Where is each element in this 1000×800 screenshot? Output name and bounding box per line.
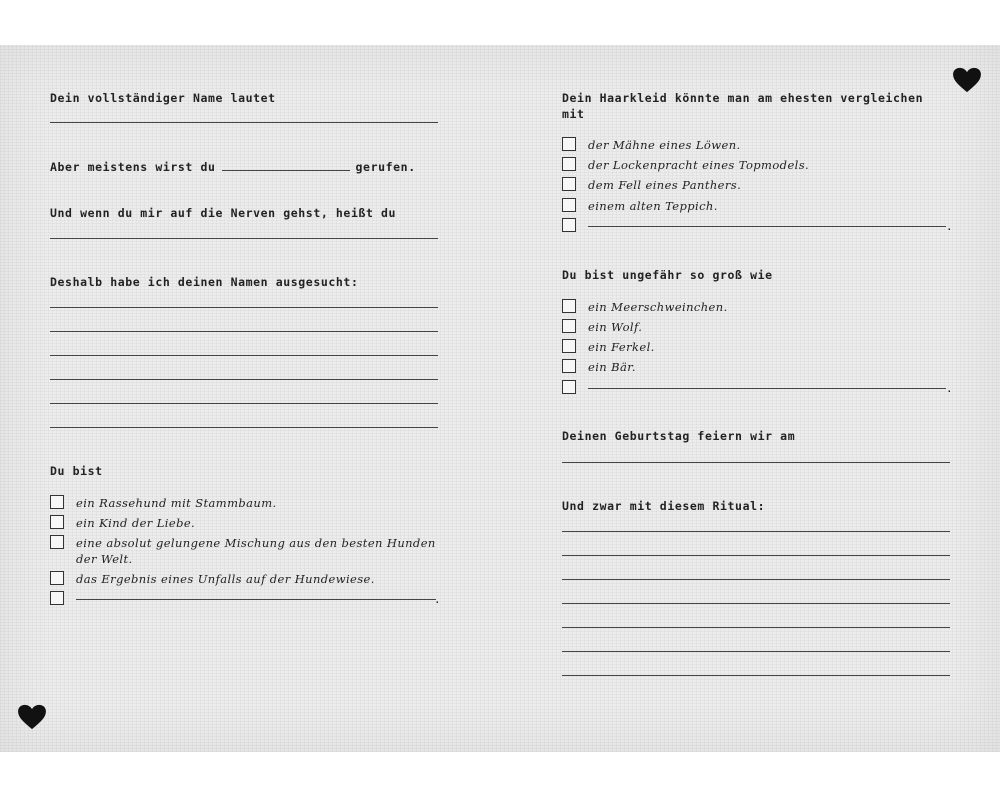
du-bist-other-option [50,591,436,605]
ritual-line[interactable] [562,675,950,676]
period: . [946,220,953,233]
option-label: ein Bär. [588,360,636,374]
option-label: ein Kind der Liebe. [76,516,196,530]
option-label: einem alten Teppich. [588,199,718,213]
option-label: ein Meerschweinchen. [588,300,728,314]
checkbox[interactable] [562,319,576,333]
size-option [562,319,642,335]
option-label: das Ergebnis eines Unfalls auf der Hundewiese. [76,572,375,586]
coat-question: Dein Haarkleid könnte man am ehesten vergleichen mit [562,91,924,121]
coat-other-option [562,218,946,232]
option-label: ein Rassehund mit Stammbaum. [76,496,277,510]
size-option [562,359,636,375]
option-label: ein Wolf. [588,320,643,334]
du-bist-option [50,571,375,587]
reason-line[interactable] [50,403,438,404]
size-option [562,339,655,355]
checkbox[interactable] [562,359,576,373]
nerves-question: Und wenn du mir auf die Nerven gehst, heißt du [50,206,397,220]
option-label: der Mähne eines Löwen. [588,138,741,152]
option-label: der Lockenpracht eines Topmodels. [588,158,810,172]
checkbox[interactable] [50,591,64,605]
called-sentence [50,159,416,175]
full-name-question: Dein vollständiger Name lautet [50,91,276,105]
nerves-line[interactable] [50,238,438,239]
reason-line[interactable] [50,307,438,308]
reason-line[interactable] [50,379,438,380]
ritual-line[interactable] [562,579,950,580]
du-bist-question: Du bist [50,464,103,478]
checkbox[interactable] [50,571,64,585]
checkbox[interactable] [50,495,64,509]
checkbox[interactable] [562,299,576,313]
checkbox[interactable] [50,535,64,549]
checkbox[interactable] [562,137,576,151]
ritual-question: Und zwar mit diesem Ritual: [562,499,766,513]
full-name-line[interactable] [50,122,438,123]
checkbox[interactable] [562,198,576,212]
heart-icon [17,704,47,730]
option-label: ein Ferkel. [588,340,655,354]
checkbox[interactable] [562,339,576,353]
reason-line[interactable] [50,331,438,332]
ritual-line[interactable] [562,651,950,652]
other-fill-line[interactable] [76,591,436,600]
ritual-line[interactable] [562,603,950,604]
reason-question: Deshalb habe ich deinen Namen ausgesucht: [50,275,359,289]
checkbox[interactable] [562,218,576,232]
reason-line[interactable] [50,427,438,428]
checkbox[interactable] [50,515,64,529]
coat-option [562,157,809,173]
reason-line[interactable] [50,355,438,356]
du-bist-option [50,495,277,511]
ritual-line[interactable] [562,531,950,532]
called-suffix: gerufen. [355,160,416,174]
heart-icon [952,67,982,93]
birthday-question: Deinen Geburtstag feiern wir am [562,429,796,443]
other-fill-line[interactable] [588,218,946,227]
size-question: Du bist ungefähr so groß wie [562,268,773,282]
du-bist-option [50,515,195,531]
size-other-option [562,380,946,394]
checkbox[interactable] [562,380,576,394]
left-page [50,45,440,752]
coat-option [562,198,718,214]
called-blank[interactable] [222,160,350,171]
ritual-line[interactable] [562,555,950,556]
coat-option [562,177,741,193]
period: . [946,382,953,395]
birthday-line[interactable] [562,462,950,463]
option-label: eine absolut gelungene Mischung aus den besten Hunden der Welt. [76,536,436,566]
other-fill-line[interactable] [588,380,946,389]
checkbox[interactable] [562,157,576,171]
du-bist-option [50,535,436,567]
coat-option [562,137,741,153]
called-prefix: Aber meistens wirst du [50,160,216,174]
size-option [562,299,728,315]
period: . [434,593,441,606]
ritual-line[interactable] [562,627,950,628]
checkbox[interactable] [562,177,576,191]
right-page [562,45,952,752]
notebook-spread [0,45,1000,752]
option-label: dem Fell eines Panthers. [588,178,742,192]
